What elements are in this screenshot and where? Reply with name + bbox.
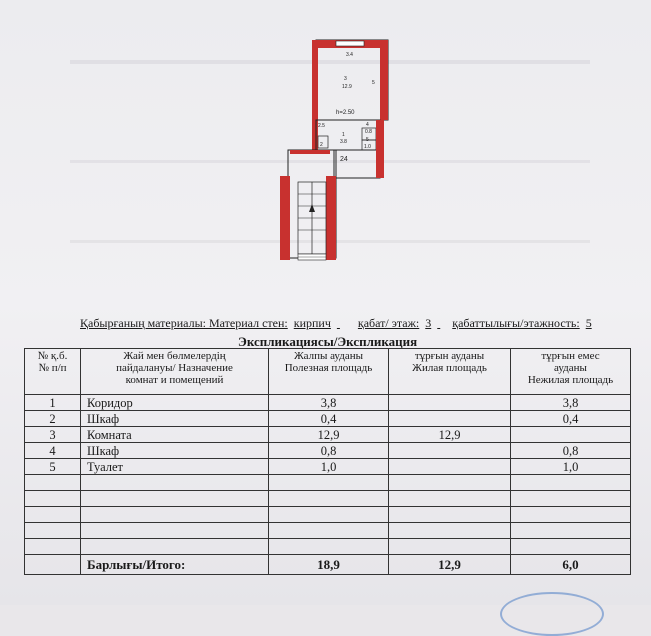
plan-room-area: 12.9: [342, 84, 352, 90]
row-useful-area: [269, 523, 389, 539]
row-nonliving-area: [511, 491, 631, 507]
row-useful-area: [269, 491, 389, 507]
row-purpose: [81, 523, 269, 539]
row-living-area: 12,9: [389, 427, 511, 443]
table-row: [25, 491, 631, 507]
col-header-useful-area: Жалпы ауданы Полезная площадь: [269, 349, 389, 395]
total-nonliving: 6,0: [511, 555, 631, 575]
row-nonliving-area: [511, 523, 631, 539]
plan-closet-number: 4: [366, 122, 369, 128]
plan-closet-area: 0.8: [365, 129, 372, 135]
row-purpose: Туалет: [81, 459, 269, 475]
floor-label: қабат/ этаж:: [357, 316, 420, 330]
row-purpose: Шкаф: [81, 411, 269, 427]
total-living: 12,9: [389, 555, 511, 575]
total-useful: 18,9: [269, 555, 389, 575]
row-nonliving-area: [511, 539, 631, 555]
row-purpose: Коридор: [81, 395, 269, 411]
wall-material-label: Қабырғаның материалы: Материал стен:: [80, 316, 288, 330]
col-header-purpose: Жай мен бөлмелердің пайдалануы/ Назначение комнат и помещений: [81, 349, 269, 395]
plan-toilet-area: 1.0: [364, 144, 371, 150]
row-living-area: [389, 443, 511, 459]
row-number: [25, 507, 81, 523]
table-row: [25, 395, 631, 411]
floors-value: 5: [585, 316, 592, 330]
total-empty-cell: [25, 555, 81, 575]
row-useful-area: 0,4: [269, 411, 389, 427]
plan-labels: [318, 52, 375, 163]
total-label: Барлығы/Итого:: [81, 555, 269, 575]
row-useful-area: [269, 475, 389, 491]
row-living-area: [389, 459, 511, 475]
row-living-area: [389, 411, 511, 427]
row-nonliving-area: 0,8: [511, 443, 631, 459]
table-row: [25, 507, 631, 523]
row-purpose: [81, 539, 269, 555]
row-nonliving-area: 3,8: [511, 395, 631, 411]
col-header-living-area: тұрғын ауданы Жилая площадь: [389, 349, 511, 395]
stamp-mark: [500, 592, 604, 636]
row-number: [25, 475, 81, 491]
row-purpose: [81, 507, 269, 523]
table-row: [25, 539, 631, 555]
room-walls: [280, 40, 388, 260]
row-useful-area: [269, 539, 389, 555]
row-living-area: [389, 475, 511, 491]
plan-dim-a: 2.5: [318, 123, 325, 129]
materials-line: [80, 316, 620, 331]
table-row: [25, 459, 631, 475]
row-number: [25, 539, 81, 555]
explication-title: Экспликациясы/Экспликация: [238, 334, 418, 349]
row-living-area: [389, 507, 511, 523]
wall-material-value: кирпич: [293, 316, 331, 330]
col-header-nonliving-area: тұрғын емес ауданы Нежилая площадь: [511, 349, 631, 395]
row-useful-area: 1,0: [269, 459, 389, 475]
plan-corridor-width: 24: [340, 156, 348, 163]
row-living-area: [389, 539, 511, 555]
row-purpose: [81, 491, 269, 507]
row-number: [25, 523, 81, 539]
row-nonliving-area: [511, 475, 631, 491]
table-row: [25, 427, 631, 443]
row-number: 5: [25, 459, 81, 475]
plan-corridor-area: 3.8: [340, 139, 347, 145]
row-nonliving-area: [511, 427, 631, 443]
row-living-area: [389, 395, 511, 411]
col-header-number: № қ.б. № п/п: [25, 349, 81, 395]
floors-label: қабаттылығы/этажность:: [452, 316, 580, 330]
row-nonliving-area: 0,4: [511, 411, 631, 427]
row-purpose: Шкаф: [81, 443, 269, 459]
row-purpose: Комната: [81, 427, 269, 443]
row-purpose: [81, 475, 269, 491]
row-number: 2: [25, 411, 81, 427]
row-number: 3: [25, 427, 81, 443]
explication-table: [24, 348, 631, 575]
table-row: [25, 475, 631, 491]
floor-plan: [276, 36, 392, 266]
table-row: [25, 523, 631, 539]
floor-value: 3: [425, 316, 432, 330]
row-number: 1: [25, 395, 81, 411]
row-useful-area: [269, 507, 389, 523]
plan-toilet-number: 5: [366, 137, 369, 143]
plan-top-width: 3.4: [346, 52, 353, 58]
row-number: [25, 491, 81, 507]
table-total-row: [25, 555, 631, 575]
row-number: 4: [25, 443, 81, 459]
table-row: [25, 443, 631, 459]
row-useful-area: 0,8: [269, 443, 389, 459]
table-row: [25, 411, 631, 427]
row-useful-area: 3,8: [269, 395, 389, 411]
table-header-row: [25, 349, 631, 395]
row-nonliving-area: [511, 507, 631, 523]
plan-room-number: 3: [344, 76, 347, 82]
plan-side-length: 5: [372, 80, 375, 86]
row-useful-area: 12,9: [269, 427, 389, 443]
row-living-area: [389, 491, 511, 507]
row-nonliving-area: 1,0: [511, 459, 631, 475]
plan-ceiling-height: h=2.50: [336, 110, 355, 116]
row-living-area: [389, 523, 511, 539]
plan-wardrobe-number: 2: [320, 142, 323, 148]
plan-corridor-number: 1: [342, 132, 345, 138]
